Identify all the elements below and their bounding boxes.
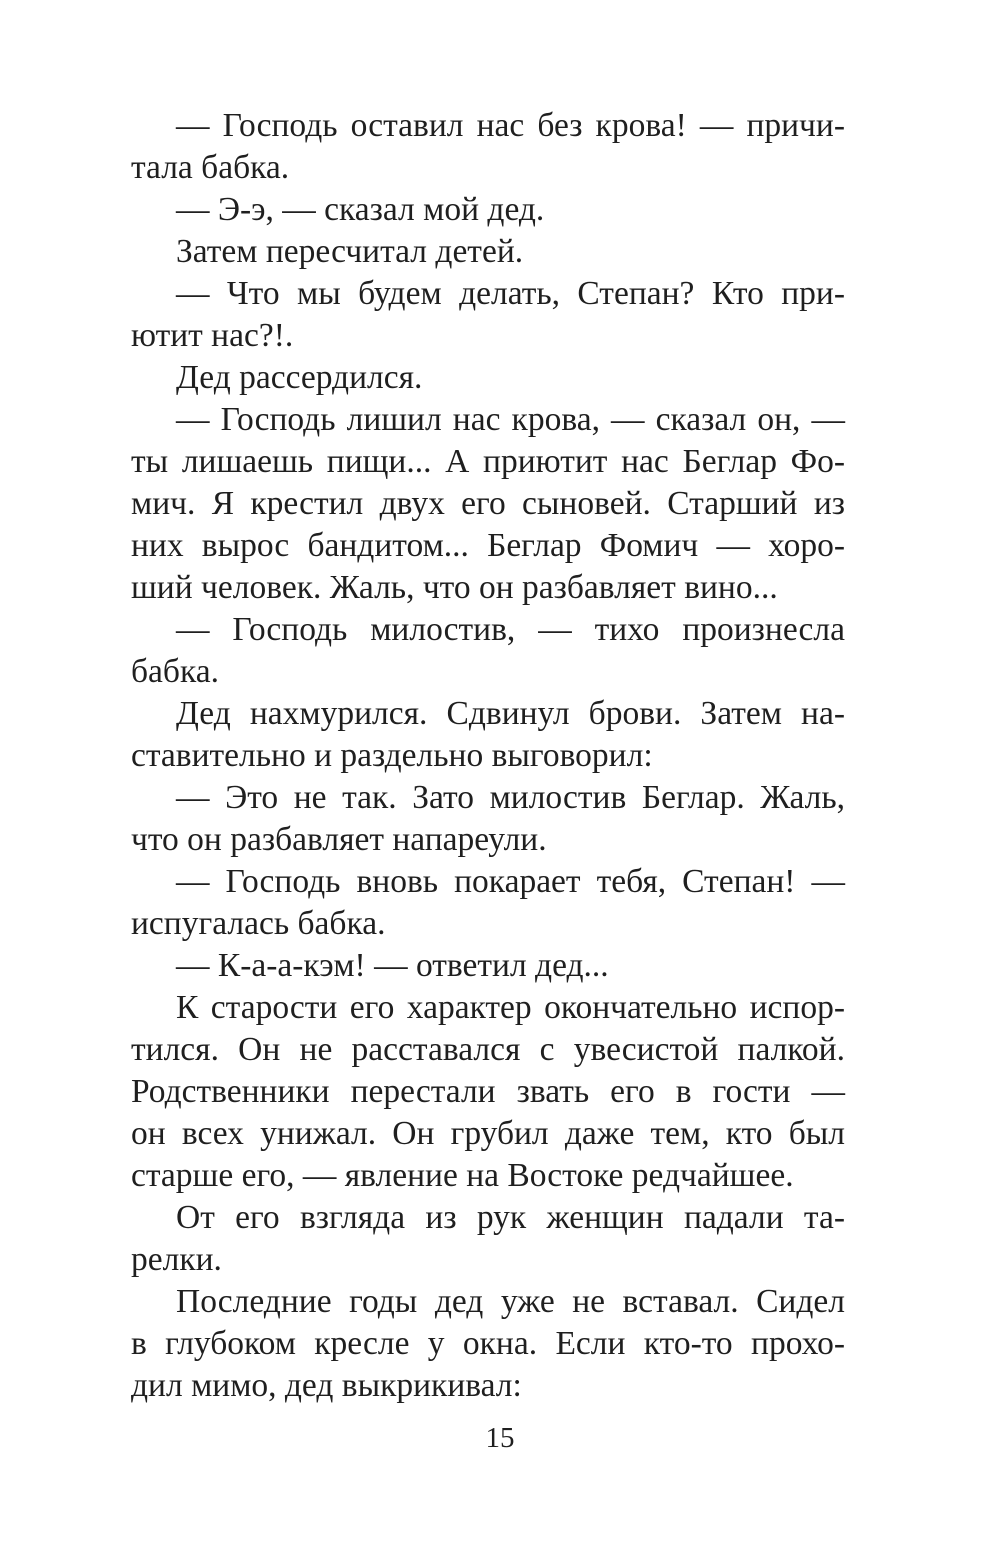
text-line: Последние годы дед уже не вставал. Сидел xyxy=(176,1283,845,1320)
text-line: в глубоком кресле у окна. Если кто-то прохо- xyxy=(131,1325,845,1362)
text-line: что он разбавляет напареули. xyxy=(131,821,547,858)
text-line: — Это не так. Зато милостив Беглар. Жаль, xyxy=(176,779,845,816)
text-line: — К-а-а-кэм! — ответил дед... xyxy=(176,947,609,984)
text-line: — Господь оставил нас без крова! — причи- xyxy=(176,107,845,144)
text-line: Родственники перестали звать его в гости — xyxy=(131,1073,845,1110)
text-line: дил мимо, дед выкрикивал: xyxy=(131,1367,522,1404)
text-line: бабка. xyxy=(131,653,219,690)
page-text xyxy=(131,105,845,1407)
text-line: Затем пересчитал детей. xyxy=(176,233,524,270)
text-line: ты лишаешь пищи... А приютит нас Беглар Фо- xyxy=(131,443,845,480)
text-line: — Господь лишил нас крова, — сказал он, — xyxy=(176,401,845,438)
text-line: старше его, — явление на Востоке редчайшее. xyxy=(131,1157,794,1194)
text-line: — Господь вновь покарает тебя, Степан! — xyxy=(176,863,845,900)
text-line: От его взгляда из рук женщин падали та- xyxy=(176,1199,845,1236)
text-line: — Э-э, — сказал мой дед. xyxy=(176,191,545,228)
text-line: ставительно и раздельно выговорил: xyxy=(131,737,653,774)
text-line: Дед рассердился. xyxy=(176,359,423,396)
text-line: ютит нас?!. xyxy=(131,317,294,354)
text-line: мич. Я крестил двух его сыновей. Старший из xyxy=(131,485,845,522)
text-line: Дед нахмурился. Сдвинул брови. Затем на- xyxy=(176,695,845,732)
text-line: тился. Он не расставался с увесистой палкой. xyxy=(131,1031,845,1068)
text-line: релки. xyxy=(131,1241,222,1278)
text-line: тала бабка. xyxy=(131,149,290,186)
text-line: них вырос бандитом... Беглар Фомич — хоро- xyxy=(131,527,845,564)
text-line: ший человек. Жаль, что он разбавляет вино... xyxy=(131,569,778,606)
text-line: К старости его характер окончательно испор- xyxy=(176,989,845,1026)
text-line: — Господь милостив, — тихо произнесла xyxy=(176,611,845,648)
text-line: испугалась бабка. xyxy=(131,905,386,942)
text-line: он всех унижал. Он грубил даже тем, кто был xyxy=(131,1115,845,1152)
text-line: — Что мы будем делать, Степан? Кто при- xyxy=(176,275,845,312)
page-number: 15 xyxy=(485,1422,515,1454)
